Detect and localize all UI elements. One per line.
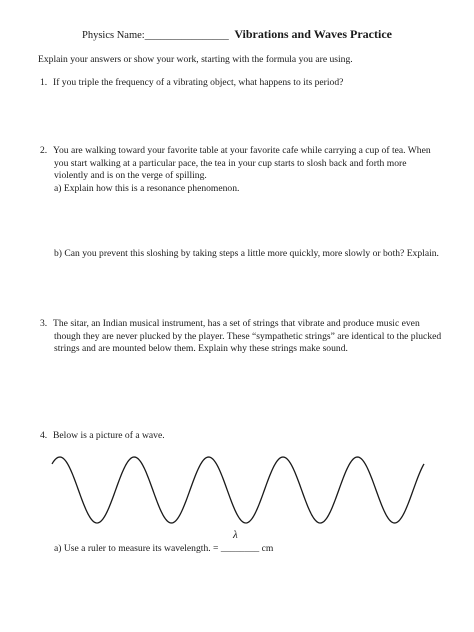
- question-4a: a) Use a ruler to measure its wavelength. = ________ cm: [54, 543, 274, 554]
- instructions: Explain your answers or show your work, starting with the formula you are using.: [38, 54, 353, 65]
- question-3: [40, 318, 446, 356]
- question-text: strings and are mounted below them. Explain why these strings make sound.: [54, 343, 348, 354]
- sine-wave: [52, 457, 424, 523]
- question-2a: a) Explain how this is a resonance phenomenon.: [54, 182, 240, 194]
- name-blank: ________________: [144, 30, 229, 41]
- question-4: [40, 430, 446, 443]
- question-1: [40, 77, 446, 90]
- question-text: you start walking at a particular pace, the tea in your cup starts to slosh back and forth more: [54, 157, 407, 169]
- question-text: The sitar, an Indian musical instrument, has a set of strings that vibrate and produce music even: [53, 318, 420, 329]
- worksheet-header: [0, 27, 474, 42]
- question-2: [40, 145, 446, 195]
- question-number: 4.: [40, 430, 48, 441]
- subject-name-label: Physics Name:: [82, 30, 145, 41]
- question-2b: b) Can you prevent this sloshing by taking steps a little more quickly, more slowly or both? Explain.: [54, 248, 439, 259]
- worksheet-title: Vibrations and Waves Practice: [234, 27, 392, 41]
- question-text: violently and is on the verge of spilling.: [54, 170, 207, 181]
- question-text: If you triple the frequency of a vibrating object, what happens to its period?: [53, 77, 344, 88]
- question-text: You are walking toward your favorite table at your favorite cafe while carrying a cup of tea. When: [53, 145, 431, 156]
- question-text: though they are never plucked by the player. These “sympathetic strings” are identical to the plucked: [54, 330, 442, 342]
- question-number: 3.: [40, 318, 48, 329]
- question-number: 1.: [40, 77, 48, 88]
- question-number: 2.: [40, 145, 48, 156]
- question-text: Below is a picture of a wave.: [53, 430, 165, 441]
- wavelength-symbol: λ: [233, 529, 238, 541]
